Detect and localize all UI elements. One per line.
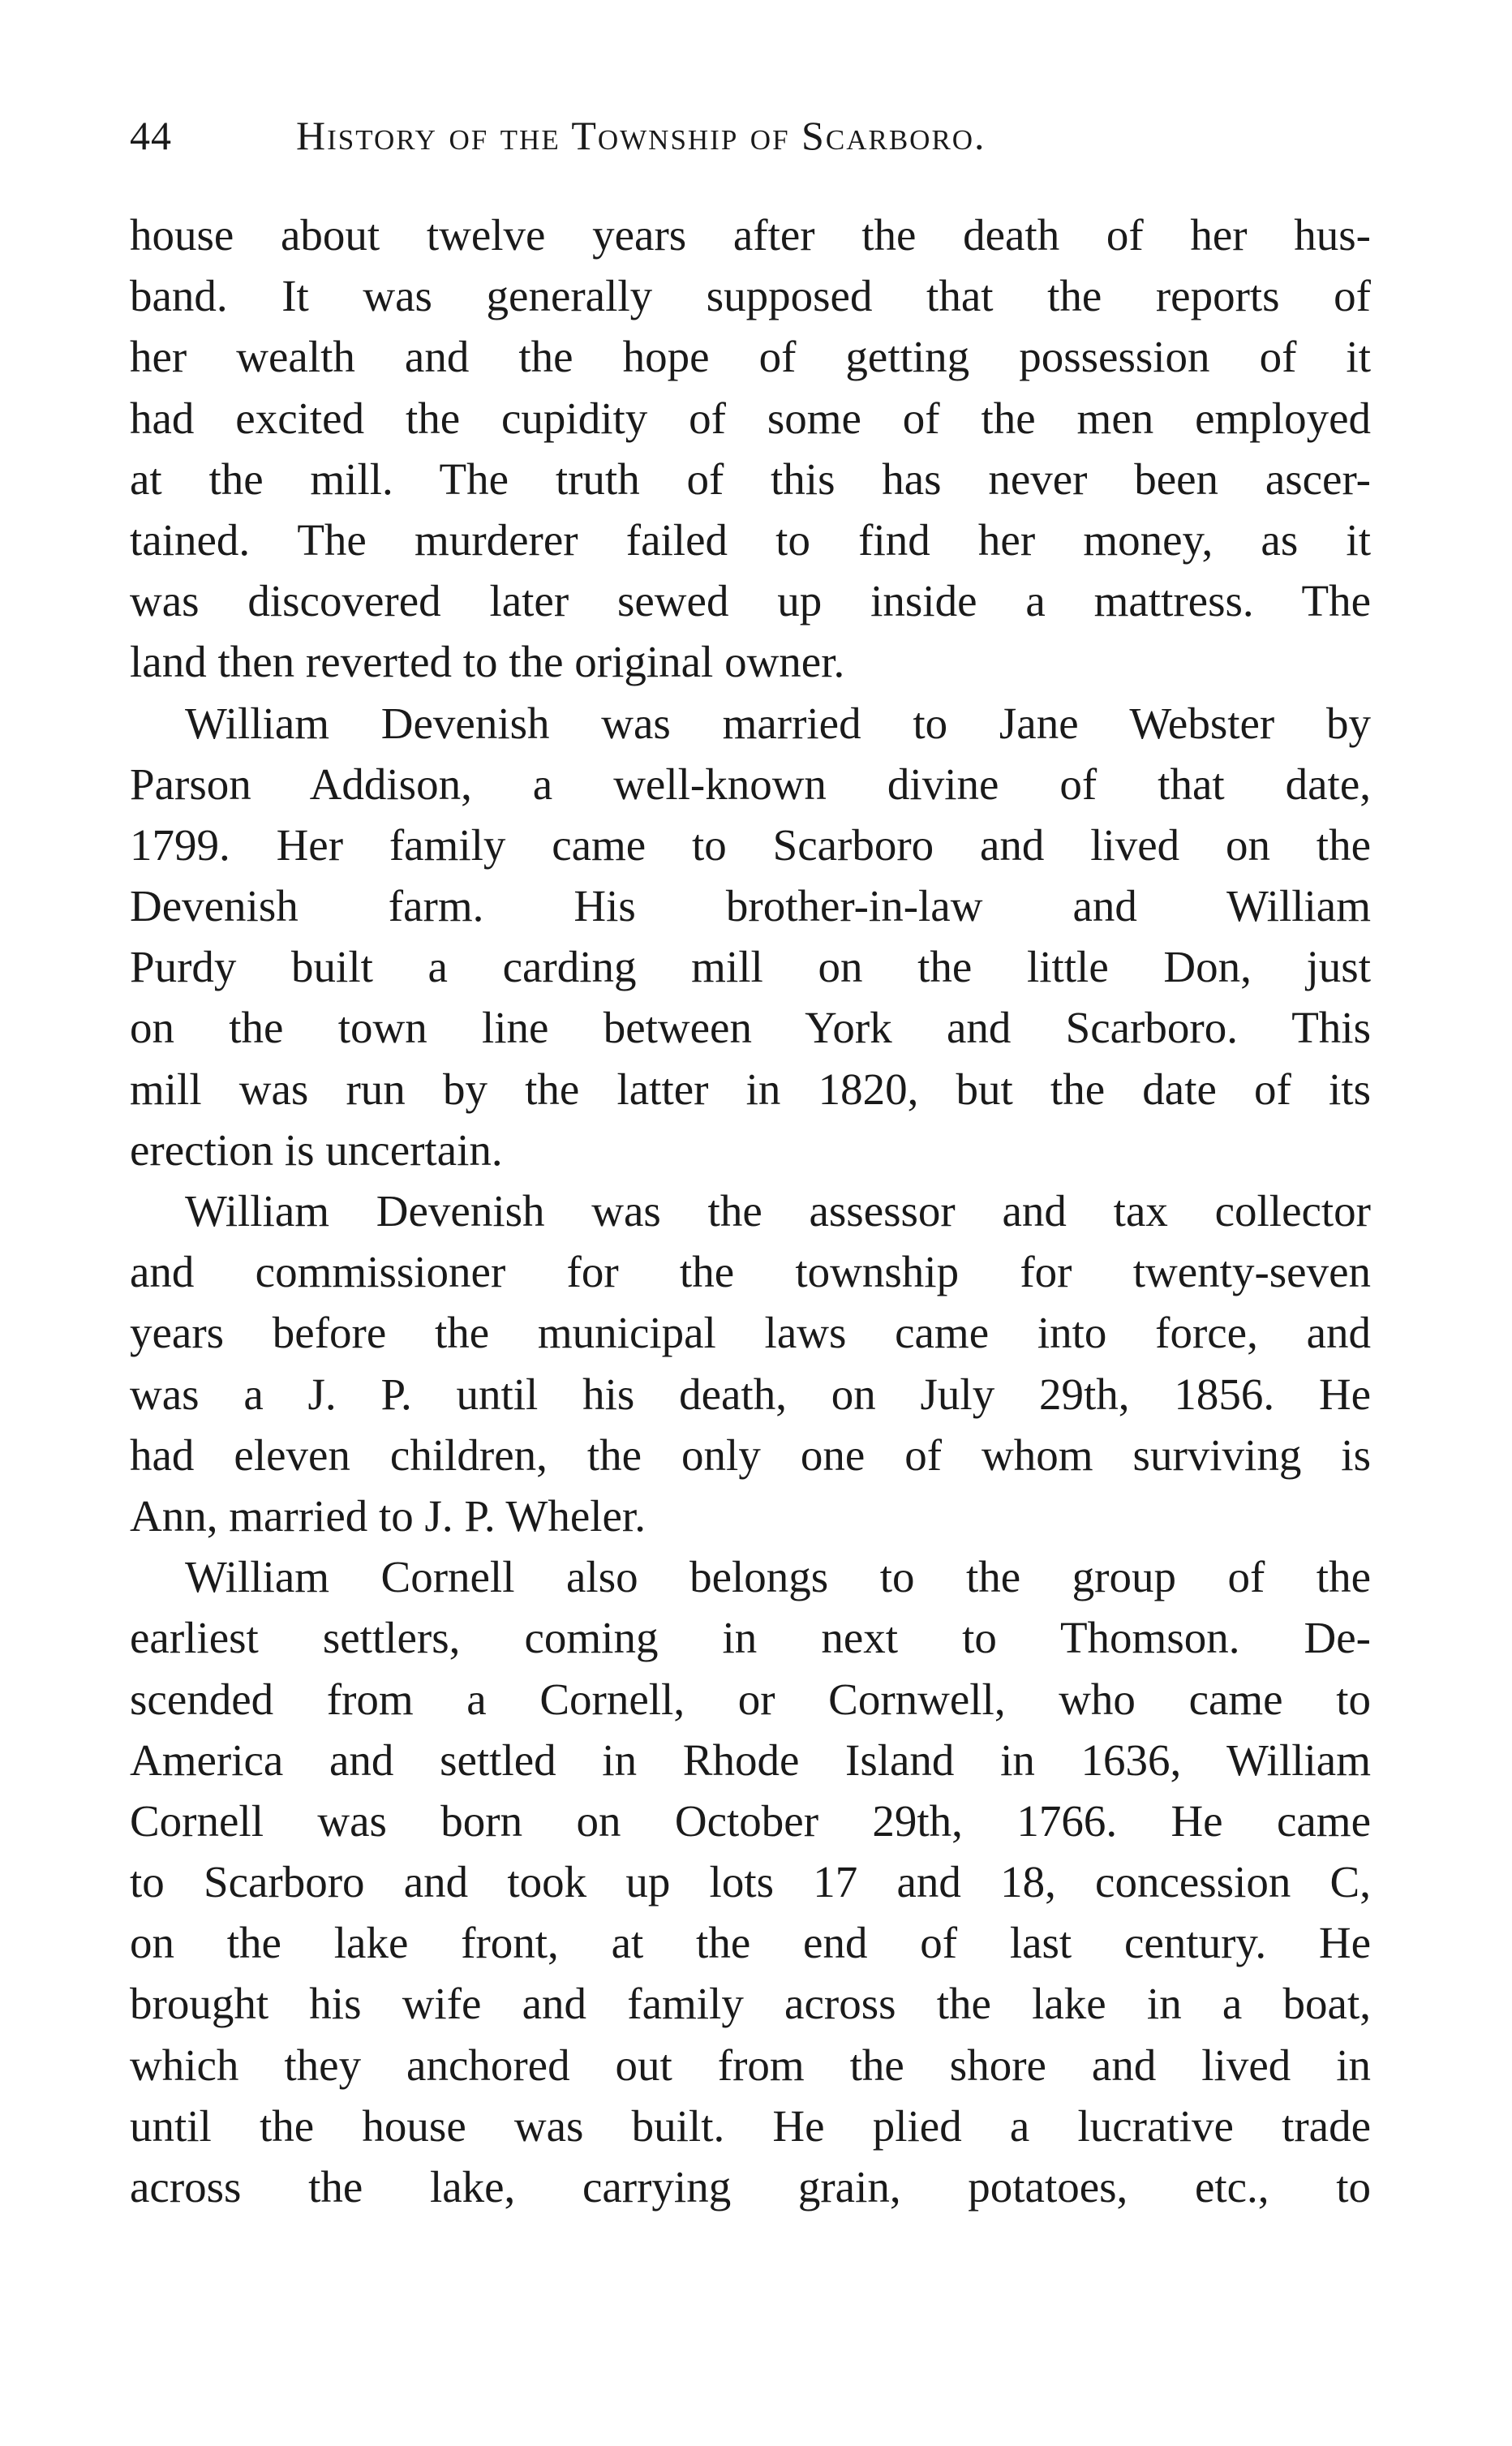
text-line: band. It was generally supposed that the reports of [130,271,1371,321]
text-line: on the town line between York and Scarboro. This [130,1003,1371,1053]
text-line: earliest settlers, coming in next to Thomson. De- [130,1613,1371,1663]
text-line: on the lake front, at the end of last century. He [130,1918,1371,1968]
text-line: her wealth and the hope of getting possession of it [130,332,1371,382]
text-line: Ann, married to J. P. Wheler. [130,1490,646,1541]
text-line: 1799. Her family came to Scarboro and lived on the [130,819,1371,870]
text-line: across the lake, carrying grain, potatoes, etc., to [130,2162,1371,2212]
text-line: which they anchored out from the shore and lived in [130,2040,1371,2090]
text-line: erection is uncertain. [130,1124,503,1175]
paragraph-4 [130,1546,1371,2217]
text-line: Devenish farm. His brother-in-law and William [130,881,1371,931]
text-line: was a J. P. until his death, on July 29th, 1856. He [130,1369,1371,1419]
paragraph-3 [130,1180,1371,1546]
text-line: brought his wife and family across the lake in a boat, [130,1979,1371,2029]
text-line: scended from a Cornell, or Cornwell, who came to [130,1674,1371,1724]
running-title: History of the Township of Scarboro. [296,113,986,158]
page-number: 44 [130,113,172,158]
text-line: had excited the cupidity of some of the men employed [130,393,1371,443]
text-line: William Devenish was the assessor and tax collector [185,1186,1371,1236]
text-line: tained. The murderer failed to find her money, as it [130,514,1371,565]
text-line: Parson Addison, a well-known divine of that date, [130,759,1371,809]
text-line: mill was run by the latter in 1820, but the date of its [130,1064,1371,1114]
text-line: to Scarboro and took up lots 17 and 18, concession C, [130,1857,1371,1907]
text-line: Cornell was born on October 29th, 1766. He came [130,1795,1371,1846]
text-line: until the house was built. He plied a lucrative trade [130,2100,1371,2151]
body-text [130,204,1371,2217]
paragraph-1 [130,204,1371,693]
text-line: years before the municipal laws came into force, and [130,1308,1371,1358]
text-line: at the mill. The truth of this has never been ascer- [130,454,1371,504]
text-line: was discovered later sewed up inside a mattress. The [130,576,1371,626]
running-head [130,107,1379,164]
text-line: Purdy built a carding mill on the little Don, just [130,942,1371,992]
text-line: William Cornell also belongs to the group of the [185,1552,1371,1602]
text-line: America and settled in Rhode Island in 1636, William [130,1735,1371,1785]
text-line: had eleven children, the only one of whom surviving is [130,1429,1371,1480]
text-line: house about twelve years after the death of her hus- [130,210,1371,260]
text-line: and commissioner for the township for twenty-seven [130,1247,1371,1297]
text-line: William Devenish was married to Jane Webster by [185,698,1371,748]
text-line: land then reverted to the original owner. [130,637,845,687]
paragraph-2 [130,693,1371,1181]
